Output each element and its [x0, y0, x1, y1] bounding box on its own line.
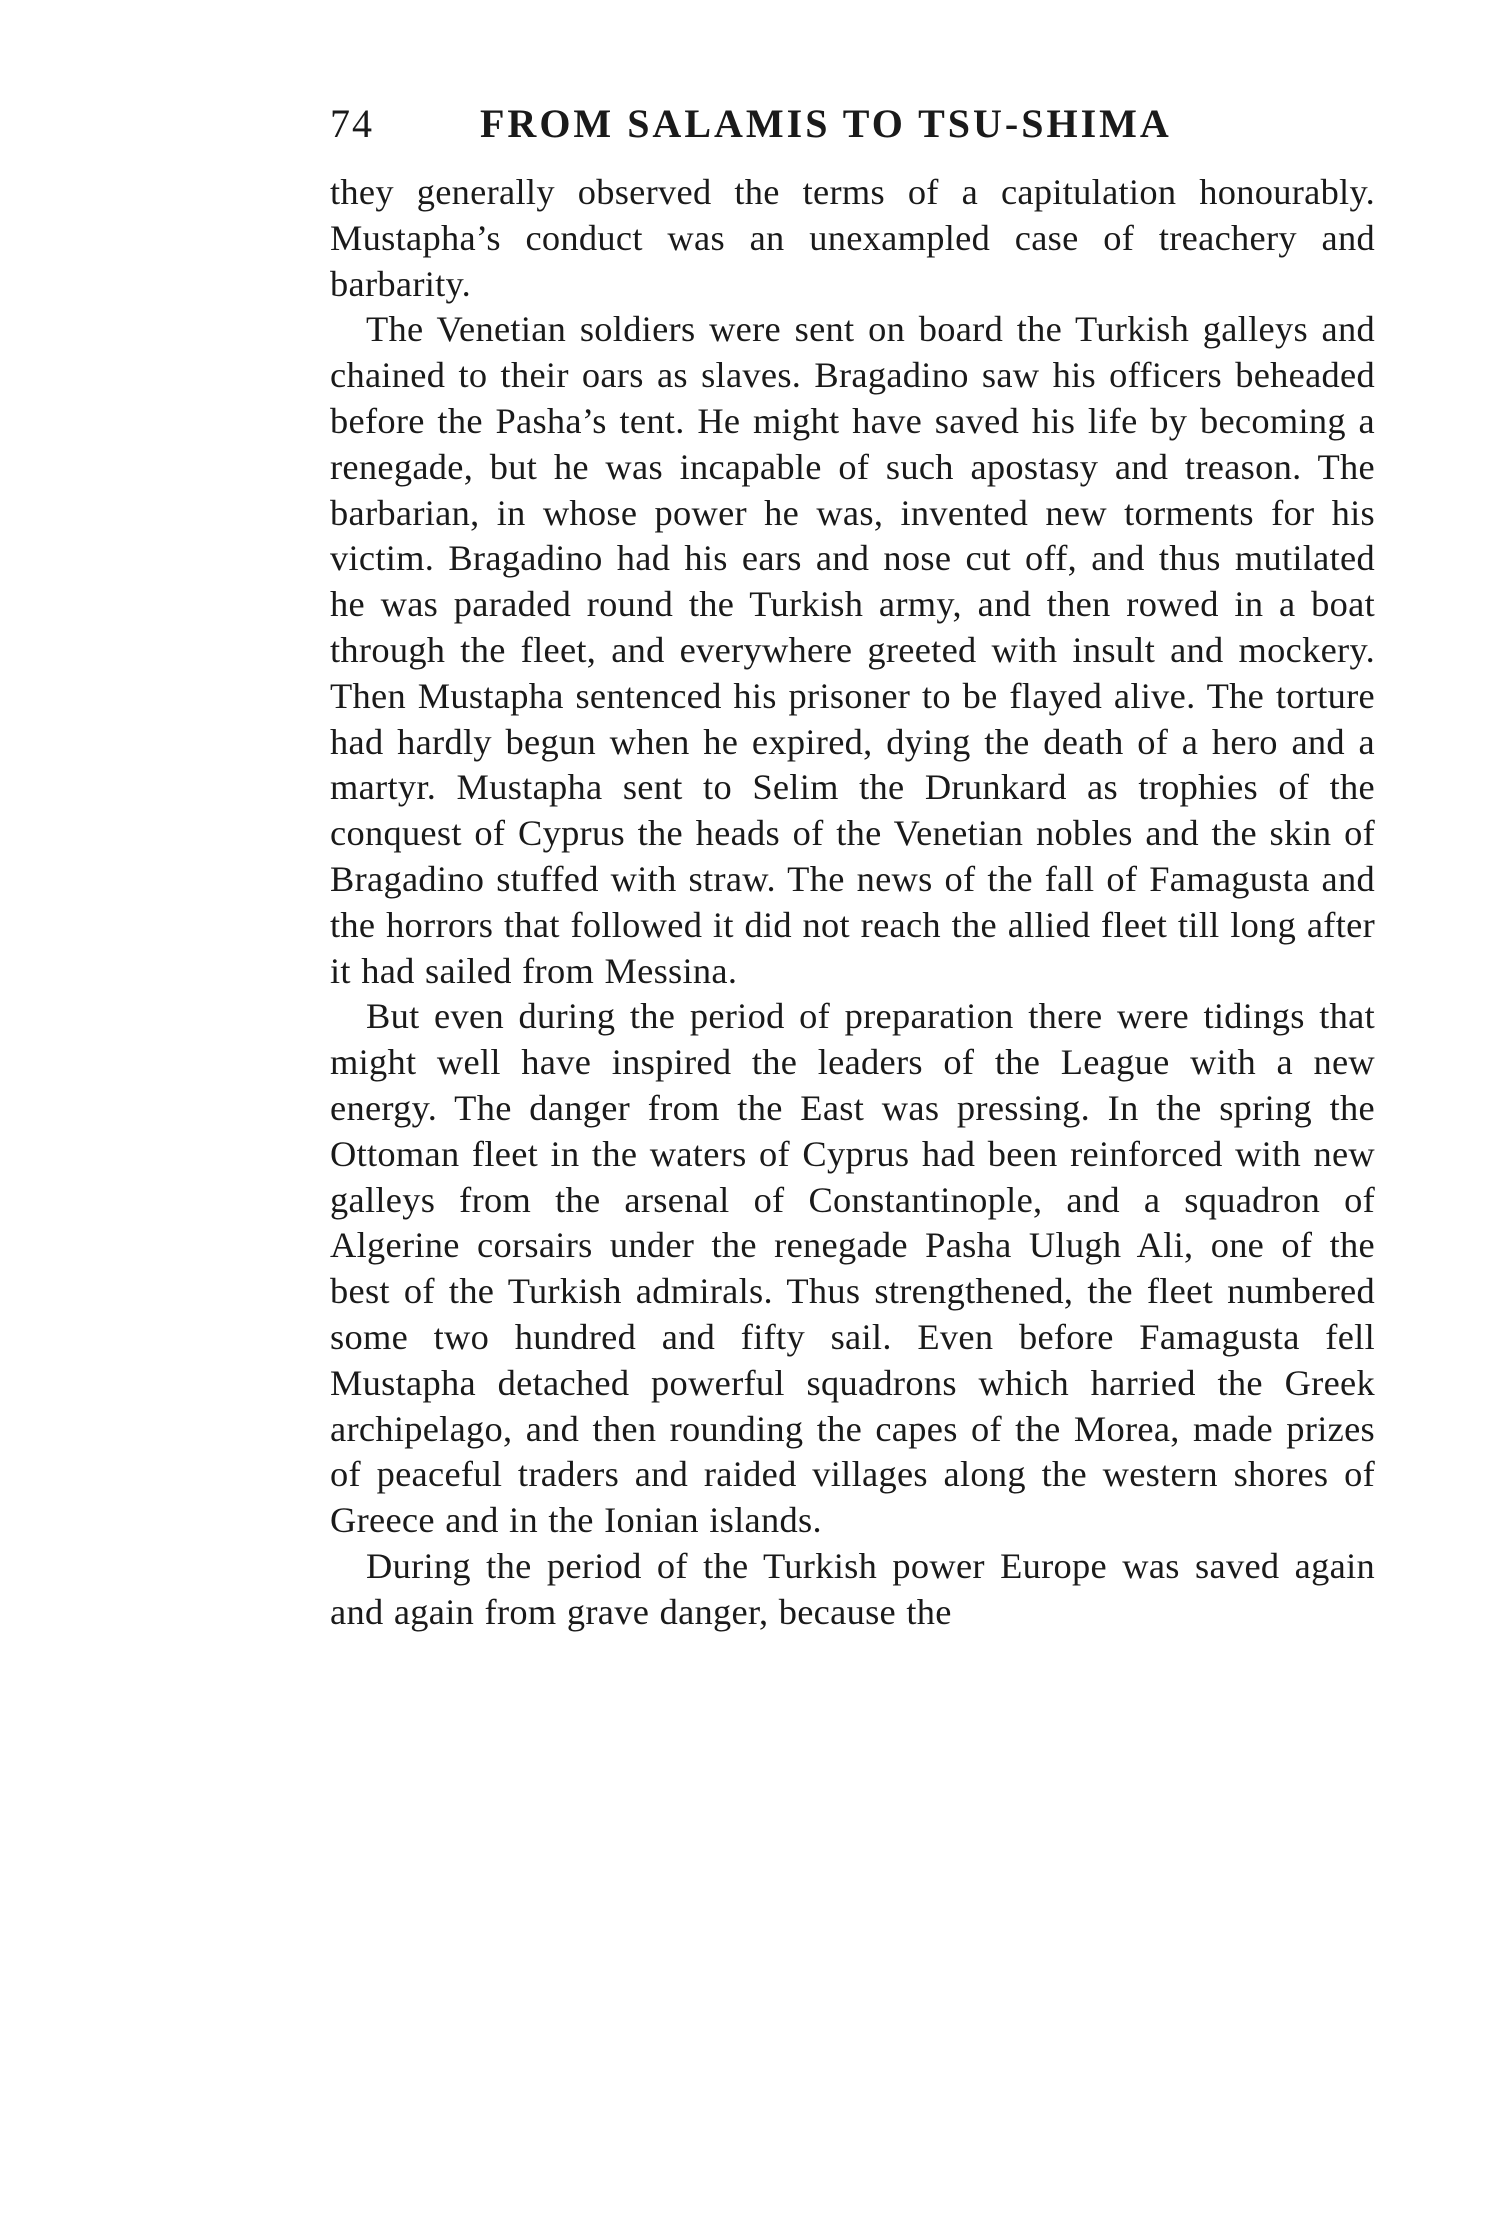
body-text — [330, 170, 1375, 1636]
paragraph-turkish-power: During the period of the Turkish power Europe was saved again and again from grave danger, because the — [330, 1545, 1375, 1632]
running-head — [330, 100, 1375, 170]
paragraph-continuation: they generally observed the terms of a capitulation honourably. Mustapha’s conduct was an unexampled case of treachery and barbarity. — [330, 172, 1375, 304]
book-page — [330, 100, 1375, 1636]
page-number: 74 — [330, 101, 374, 146]
paragraph-preparation: But even during the period of preparation there were tidings that might well have inspired the leaders of the League with a new energy. The danger from the East was pressing. In the spring the Ottoman fleet in the waters of Cyprus had been reinforced with new galleys from the arsenal of Constantinople, and a squadron of Algerine corsairs under the renegade Pasha Ulugh Ali, one of the best of the Turkish admirals. Thus strengthened, the fleet numbered some two hundred and fifty sail. Even before Famagusta fell Mustapha detached powerful squadrons which harried the Greek archipelago, and then rounding the capes of the Morea, made prizes of peaceful traders and raided villages along the western shores of Greece and in the Ionian islands. — [330, 996, 1375, 1541]
paragraph-bragadino: The Venetian soldiers were sent on board the Turkish galleys and chained to their oars as slaves. Bragadino saw his officers beheaded before the Pasha’s tent. He might have saved his life by becoming a renegade, but he was incapable of such apostasy and treason. The barbarian, in whose power he was, invented new torments for his victim. Bragadino had his ears and nose cut off, and thus mutilated he was paraded round the Turkish army, and then rowed in a boat through the fleet, and everywhere greeted with insult and mockery. Then Mustapha sentenced his prisoner to be flayed alive. The torture had hardly begun when he expired, dying the death of a hero and a martyr. Mustapha sent to Selim the Drunkard as trophies of the conquest of Cyprus the heads of the Venetian nobles and the skin of Bragadino stuffed with straw. The news of the fall of Famagusta and the horrors that followed it did not reach the allied fleet till long after it had sailed from Messina. — [330, 309, 1375, 991]
running-title: FROM SALAMIS TO TSU-SHIMA — [480, 101, 1172, 146]
